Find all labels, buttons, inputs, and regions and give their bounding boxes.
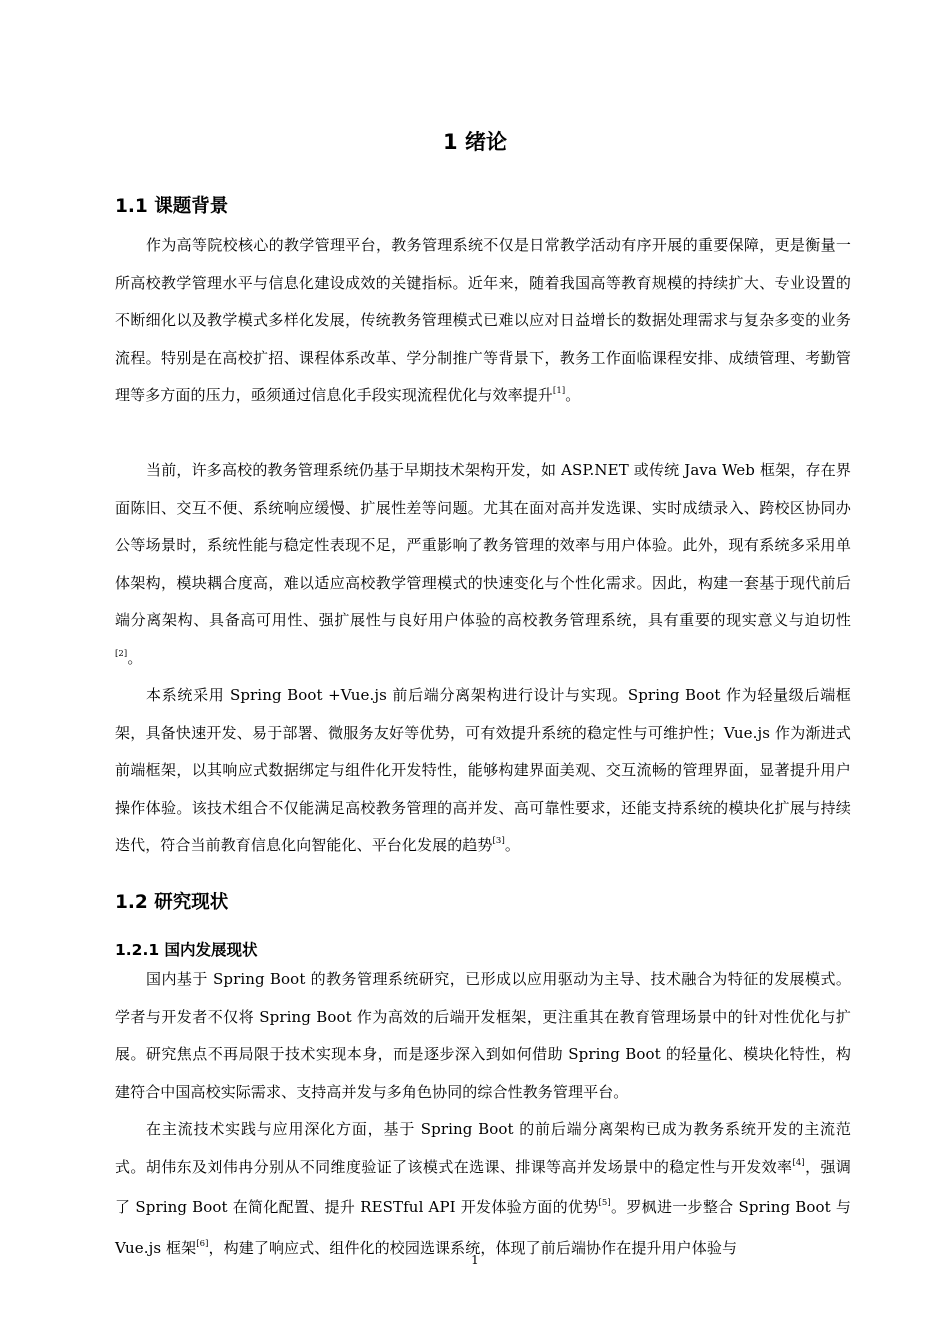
section-heading-1-1: 1.1 课题背景 [115, 196, 229, 217]
paragraph-text: 本系统采用 Spring Boot +Vue.js 前后端分离架构进行设计与实现。Spring Boot 作为轻量级后端框架，具备快速开发、易于部署、微服务友好等优势，可有效提升系统的稳定性与可维护性；Vue.js 作为渐进式前端框架，以其响应式数据绑定与组件化开发特性，能够构建界面美观、交互流畅的管理界面，显著提升用户操作体验。该技术组合不仅能满足高校教务管理的高并发、高可靠性要求，还能支持系统的模块化扩展与持续迭代，符合当前教育信息化向智能化、平台化发展的趋势 [115, 686, 851, 854]
citation: [3] [492, 836, 505, 846]
page-number: 1 [471, 1253, 479, 1267]
paragraph-end: 。 [127, 648, 143, 667]
citation: [1] [552, 386, 566, 396]
citation: [5] [598, 1198, 611, 1208]
paragraph-text: ，构建了响应式、组件化的校园选课系统，体现了前后端协作在提升用户体验与 [208, 1238, 738, 1257]
paragraph-text: 当前，许多高校的教务管理系统仍基于早期技术架构开发，如 ASP.NET 或传统 Java Web 框架，存在界面陈旧、交互不便、系统响应缓慢、扩展性差等问题。尤其在面对高并发选课、实时成绩录入、跨校区协同办公等场景时，系统性能与稳定性表现不足，严重影响了教务管理的效率与用户体验。此外，现有系统多采用单体架构，模块耦合度高，难以适应高校教学管理模式的快速变化与个性化需求。因此，构建一套基于现代前后端分离架构、具备高可用性、强扩展性与良好用户体验的高校教务管理系统，具有重要的现实意义与迫切性 [115, 461, 851, 629]
paragraph-text: 在主流技术实践与应用深化方面，基于 Spring Boot 的前后端分离架构已成为教务系统开发的主流范式。胡伟东及刘伟冉分别从不同维度验证了该模式在选课、排课等高并发场景中的稳定性与开发效率 [115, 1120, 851, 1176]
paragraph-end: 。 [504, 836, 520, 854]
section-heading-1-2: 1.2 研究现状 [115, 892, 229, 913]
paragraph-background-1 [115, 227, 851, 418]
paragraph-background-2 [115, 452, 851, 680]
paragraph-text: 。罗枫进一步整合 Spring Boot 与 Vue.js 框架 [115, 1198, 851, 1257]
paragraph-end: 。 [565, 386, 581, 404]
paragraph-domestic-2 [115, 1111, 851, 1270]
paragraph-domestic-1: 国内基于 Spring Boot 的教务管理系统研究，已形成以应用驱动为主导、技术融合为特征的发展模式。学者与开发者不仅将 Spring Boot 作为高效的后端开发框架，更注重其在教育管理场景中的针对性优化与扩展。研究焦点不再局限于技术实现本身，而是逐步深入到如何借助 Spring Boot 的轻量化、模块化特性，构建符合中国高校实际需求、支持高并发与多角色协同的综合性教务管理平台。 [115, 970, 851, 1101]
citation: [4] [792, 1157, 805, 1168]
paragraph-text: 作为高等院校核心的教学管理平台，教务管理系统不仅是日常教学活动有序开展的重要保障，更是衡量一所高校教学管理水平与信息化建设成效的关键指标。近年来，随着我国高等教育规模的持续扩大、专业设置的不断细化以及教学模式多样化发展，传统教务管理模式已难以应对日益增长的数据处理需求与复杂多变的业务流程。特别是在高校扩招、课程体系改革、学分制推广等背景下，教务工作面临课程安排、成绩管理、考勤管理等多方面的压力，亟须通过信息化手段实现流程优化与效率提升 [115, 236, 851, 404]
paragraph-background-3 [115, 677, 851, 868]
paragraph-text: ，强调了 Spring Boot 在简化配置、提升 RESTful API 开发体验方面的优势 [115, 1157, 851, 1216]
chapter-title: 1 绪论 [443, 130, 507, 154]
subsection-heading-1-2-1: 1.2.1 国内发展现状 [115, 941, 258, 959]
citation: [6] [196, 1238, 209, 1249]
citation: [2] [115, 648, 128, 659]
